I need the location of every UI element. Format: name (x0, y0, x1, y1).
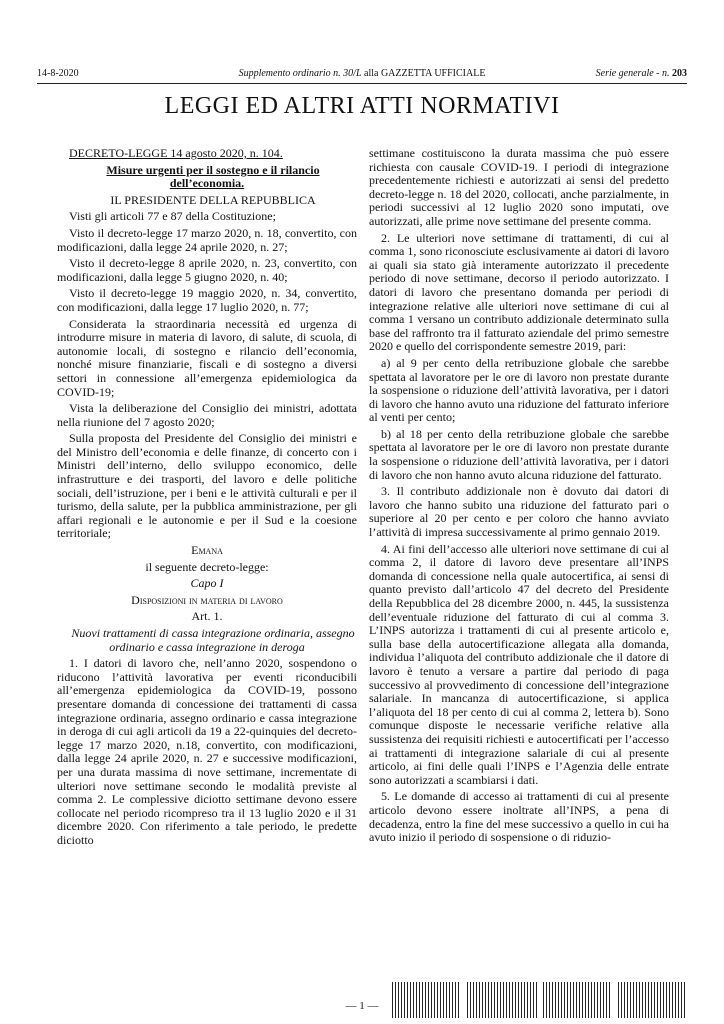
header-series-label: Serie generale - n. (595, 68, 672, 79)
capo-subtitle: Disposizioni in materia di lavoro (131, 592, 283, 607)
right-para: 5. Le domande di accesso ai trattamenti di cui al presente articolo devono essere inoltrate all’INPS, a pena di decadenza, entro la fine del mese successivo a quello in cui ha avuto inizio il periodo di sospensione o di riduzio- (369, 789, 669, 845)
right-para: 2. Le ulteriori nove settimane di trattamenti, di cui al comma 1, sono riconosciute esclusivamente ai datori di lavoro ai quali sia stato già interamente autorizzato il precedente periodo di nove settimane, decorso il periodo autorizzato. I datori di lavoro che presentano domanda per periodi di integrazione relative alle ulteriori nove settimane di cui al comma 1 versano un contributo addizionale determinato sulla base del raffronto tra il fatturato aziendale del primo semestre 2020 e quello del corrispondente semestre 2019, pari: (369, 230, 669, 354)
article-subtitle: Nuovi trattamenti di cassa integrazione ordinaria, assegno ordinario e cassa integrazione in deroga (71, 626, 355, 654)
header-rule (37, 83, 687, 84)
header-series (596, 68, 687, 80)
president-heading: IL PRESIDENTE DELLA REPUBBLICA (110, 192, 316, 207)
left-para: Visto il decreto-legge 19 maggio 2020, n. 34, convertito, con modificazioni, dalla legge 17 luglio 2020, n. 77; (57, 286, 357, 314)
header-date: 14-8-2020 (37, 68, 79, 79)
capo-heading: Capo I (190, 576, 224, 591)
header-center (37, 68, 687, 80)
page-header (37, 68, 687, 82)
right-para: a) al 9 per cento della retribuzione globale che sarebbe spettata al lavoratore per le ore di lavoro non prestate durante la sospensione o riduzione dell’attività lavorativa, per i datori di lavoro che hanno avuto una riduzione del fatturato inferiore al venti per cento; (369, 355, 669, 425)
right-column (369, 147, 669, 848)
article-heading: Art. 1. (191, 609, 223, 624)
barcode-image (392, 982, 461, 1018)
left-para: Sulla proposta del Presidente del Consiglio dei ministri e del Ministro dell’economia e delle finanze, di concerto con i Ministri dell’interno, dello sviluppo economico, delle infrastrutture e dei trasporti, del lavoro e delle politiche sociali, dell’istruzione, per i beni e le attività culturali e per il turismo, della salute, per la pubblica amministrazione, per gli affari regionali e le autonomie e per il Sud e la coesione territoriale; (57, 431, 357, 541)
header-supplement: Supplemento ordinario n. 30/L (238, 68, 362, 79)
article-para: 1. I datori di lavoro che, nell’anno 2020, sospendono o riducono l’attività lavorativa per eventi riconducibili all’emergenza epidemiologica da COVID-19, possono presentare domanda di concessione dei trattamenti di cassa integrazione ordinaria, assegno ordinario e cassa integrazione in deroga di cui agli articoli da 19 a 22-quinquies del decreto-legge 17 marzo 2020, n.18, convertito, con modificazioni, dalla legge 24 aprile 2020, n. 27 e successive modificazioni, per una durata massima di nove settimane, incrementate di ulteriori nove settimane secondo le modalità previste al comma 2. Le complessive diciotto settimane devono essere collocate nel periodo ricompreso tra il 13 luglio 2020 e il 31 dicembre 2020. Con riferimento a tale periodo, le predette diciotto (57, 656, 357, 847)
barcode-image (543, 982, 612, 1018)
right-para: 4. Ai fini dell’accesso alle ulteriori nove settimane di cui al comma 2, il datore di lavoro deve presentare all’INPS domanda di concessione nella quale autocertifica, ai sensi di quanto previsto dall’articolo 47 del decreto del Presidente della Repubblica del 28 dicembre 2000, n. 445, la sussistenza dell’eventuale riduzione del fatturato di cui al comma 3. L’INPS autorizza i trattamenti di cui al presente articolo e, sulla base della autocertificazione allegata alla domanda, individua l’aliquota del contributo addizionale che il datore di lavoro è tenuto a versare a partire dal periodo di paga successivo al provvedimento di concessione dell’integrazione salariale. In mancanza di autocertificazione, si applica l’aliquota del 18 per cento di cui al comma 2, lettera b). Sono comunque disposte le necessarie verifiche relative alla sussistenza dei requisiti richiesti e autocertificati per l’accesso ai trattamenti di integrazione salariale di cui al presente articolo, ai fini delle quali l’INPS e l’Agenzia delle entrate sono autorizzati a scambiarsi i dati. (369, 541, 669, 787)
emana-subtitle: il seguente decreto-legge: (145, 559, 269, 574)
header-number: 203 (672, 68, 687, 79)
right-para: settimane costituiscono la durata massima che può essere richiesta con causale COVID-19. I periodi di integrazione precedentemente richiesti e autorizzati ai sensi del predetto decreto-legge n. 18 del 2020, collocati, anche parzialmente, in periodi successivi al 12 luglio 2020 sono imputati, ove autorizzati, alle prime nove settimane del presente comma. (369, 146, 669, 228)
right-para: 3. Il contributo addizionale non è dovuto dai datori di lavoro che hanno subito una riduzione del fatturato pari o superiore al 20 per cento e per coloro che hanno avviato l’attività di impresa successivamente al primo gennaio 2019. (369, 484, 669, 540)
barcode-image (467, 982, 536, 1018)
left-para: Visto il decreto-legge 8 aprile 2020, n. 23, convertito, con modificazioni, dalla legge 5 giugno 2020, n. 40; (57, 256, 357, 284)
decree-subject: Misure urgenti per il sostegno e il rilancio dell’economia. (106, 162, 320, 191)
left-para: Visto il decreto-legge 17 marzo 2020, n. 18, convertito, con modificazioni, dalla legge 24 aprile 2020, n. 27; (57, 225, 357, 254)
left-column (57, 147, 357, 851)
emana-heading: Emana (191, 543, 223, 558)
barcode-image (618, 982, 687, 1018)
barcode-strip (392, 982, 687, 1018)
right-para: b) al 18 per cento della retribuzione globale che sarebbe spettata al lavoratore per le ore di lavoro non prestate durante la sospensione o riduzione dell’attività lavorativa, per i datori di lavoro che non hanno avuto alcuna riduzione del fatturato. (369, 426, 669, 482)
decree-heading: DECRETO-LEGGE 14 agosto 2020, n. 104. (69, 146, 283, 160)
page-title: LEGGI ED ALTRI ATTI NORMATIVI (164, 93, 560, 119)
page-number: — 1 — (345, 1000, 379, 1012)
header-gazette: alla GAZZETTA UFFICIALE (361, 68, 486, 79)
left-para: Visti gli articoli 77 e 87 della Costituzione; (69, 209, 276, 224)
left-para: Considerata la straordinaria necessità ed urgenza di introdurre misure in materia di lavoro, di salute, di scuola, di autonomie locali, di sostegno e rilancio dell’economia, nonché misure finanziarie, fiscali e di sostegno a diversi settori in connessione all’emergenza epidemiologica da COVID-19; (57, 316, 357, 399)
left-para: Vista la deliberazione del Consiglio dei ministri, adottata nella riunione del 7 agosto 2020; (57, 401, 357, 429)
